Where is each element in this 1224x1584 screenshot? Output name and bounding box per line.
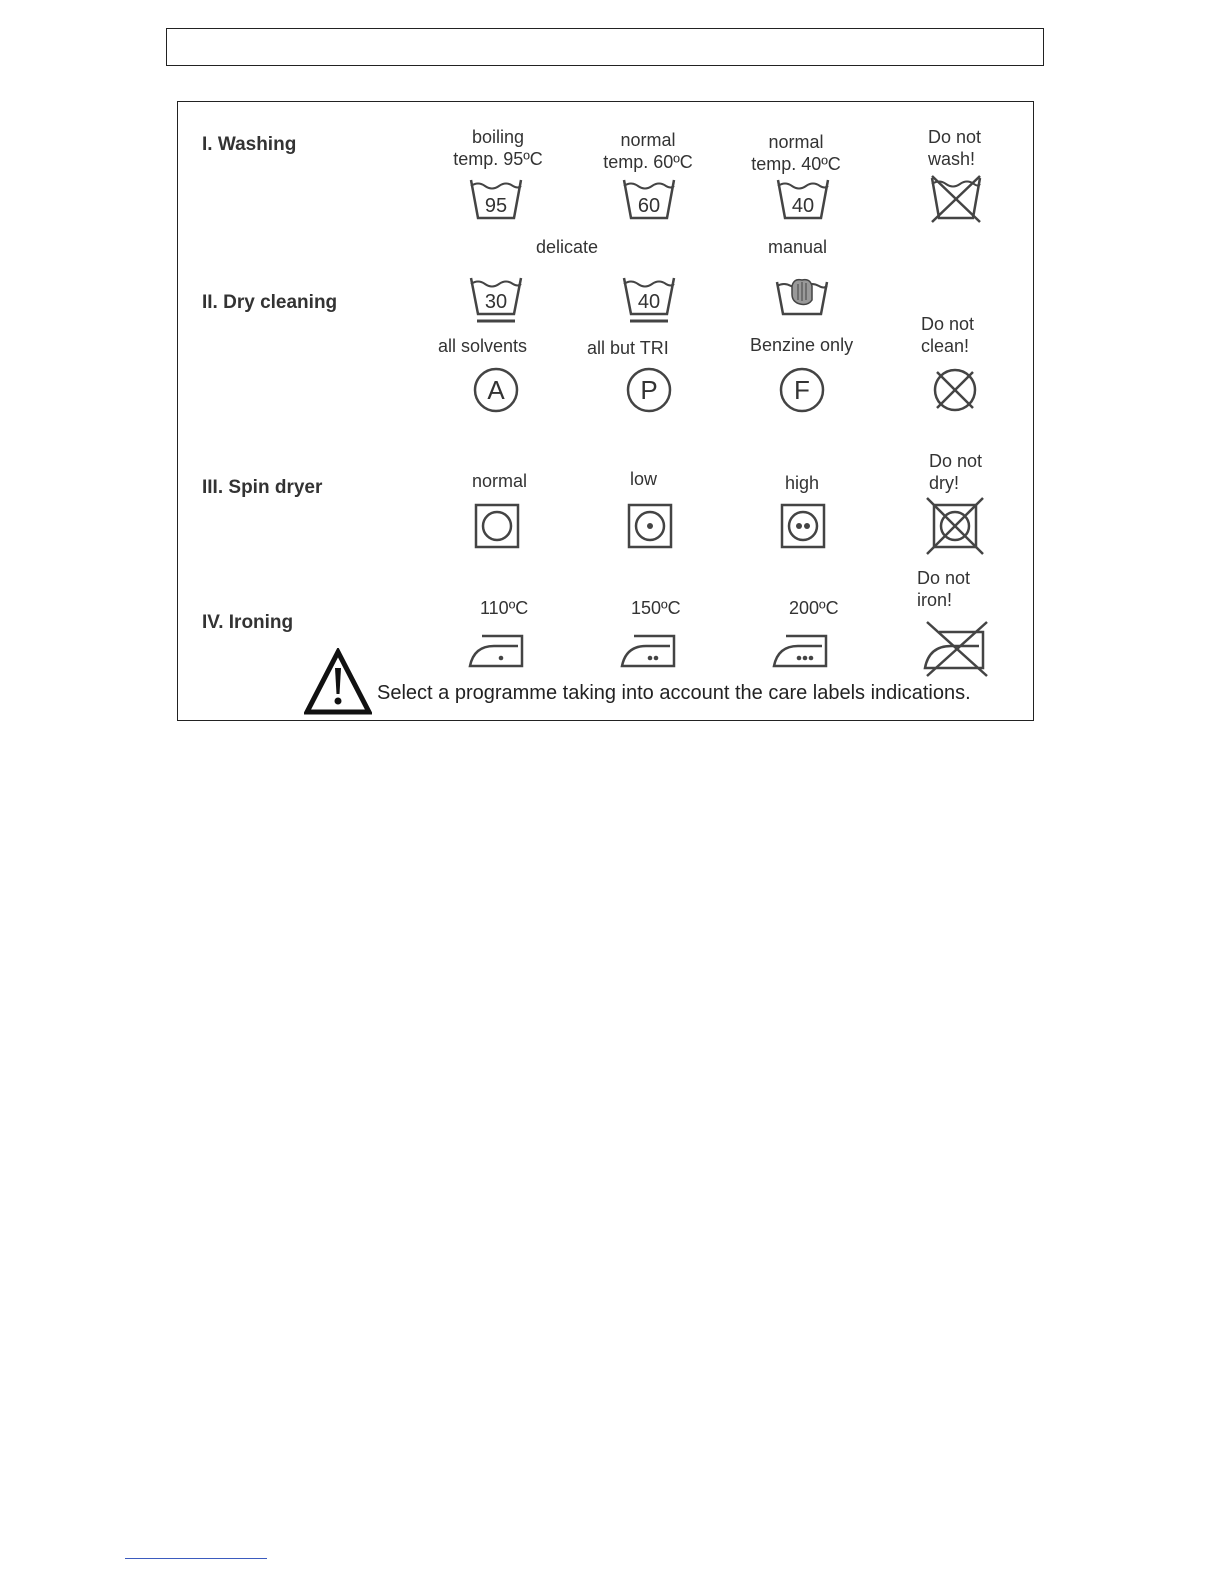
do-not-iron-icon: [921, 620, 991, 680]
iron-icon: [468, 630, 528, 672]
svg-text:40: 40: [637, 291, 661, 313]
wash-boiling-label: boiling temp. 95ºC: [453, 127, 543, 169]
wash-normal40-label: normal temp. 40ºC: [751, 132, 841, 174]
all-solvents-label: all solvents: [438, 336, 528, 356]
iron-icon: [772, 630, 832, 672]
warning-triangle-icon: [304, 648, 372, 716]
wash-tub-icon: [621, 178, 677, 220]
wash-normal60-label: normal temp. 60ºC: [603, 130, 693, 172]
do-not-tumble-dry-icon: [924, 495, 986, 557]
iron-110-label: 110ºC: [480, 598, 529, 618]
no-clean-label: Do not clean!: [921, 314, 975, 356]
no-wash-label: Do not wash!: [928, 127, 982, 169]
spin-high-label: high: [785, 473, 820, 493]
no-iron-label: Do not iron!: [917, 568, 971, 610]
dry-clean-circle-icon: [472, 366, 520, 414]
spin-normal-label: normal: [472, 471, 528, 491]
section-title-ironing: IV. Ironing: [202, 612, 294, 633]
delicate-label: delicate: [536, 237, 599, 257]
tumble-dry-icon: [474, 503, 520, 549]
delicate-wash-tub-icon: [468, 276, 524, 326]
svg-text:95: 95: [484, 195, 508, 217]
iron-200-label: 200ºC: [789, 598, 839, 618]
header-box: [166, 28, 1044, 66]
wash-tub-icon: [775, 178, 831, 220]
benzine-only-label: Benzine only: [750, 335, 854, 355]
do-not-dry-clean-icon: [931, 366, 979, 414]
svg-text:P: P: [640, 375, 658, 405]
section-title-washing: I. Washing: [202, 134, 297, 155]
iron-150-label: 150ºC: [631, 598, 681, 618]
do-not-wash-icon: [928, 172, 984, 224]
iron-icon: [620, 630, 680, 672]
all-but-tri-label: all but TRI: [587, 338, 669, 358]
tumble-dry-low-icon: [627, 503, 673, 549]
svg-text:30: 30: [484, 291, 508, 313]
no-dry-label: Do not dry!: [929, 451, 983, 493]
care-labels-figure: [177, 101, 1034, 721]
manual-label: manual: [768, 237, 828, 257]
section-title-spin-dryer: III. Spin dryer: [202, 477, 323, 498]
tumble-dry-high-icon: [780, 503, 826, 549]
delicate-wash-tub-icon: [621, 276, 677, 326]
spin-low-label: low: [630, 469, 658, 489]
footer-note: Select a programme taking into account the care labels indications.: [377, 682, 971, 704]
dry-clean-circle-icon: [778, 366, 826, 414]
hand-wash-icon: [774, 276, 830, 318]
svg-text:60: 60: [637, 195, 661, 217]
dry-clean-circle-icon: [625, 366, 673, 414]
wash-tub-icon: [468, 178, 524, 220]
svg-text:A: A: [487, 375, 505, 405]
section-title-dry-cleaning: II. Dry cleaning: [202, 292, 338, 313]
svg-text:F: F: [794, 375, 810, 405]
footnote-separator: [125, 1558, 267, 1559]
svg-text:40: 40: [791, 195, 815, 217]
